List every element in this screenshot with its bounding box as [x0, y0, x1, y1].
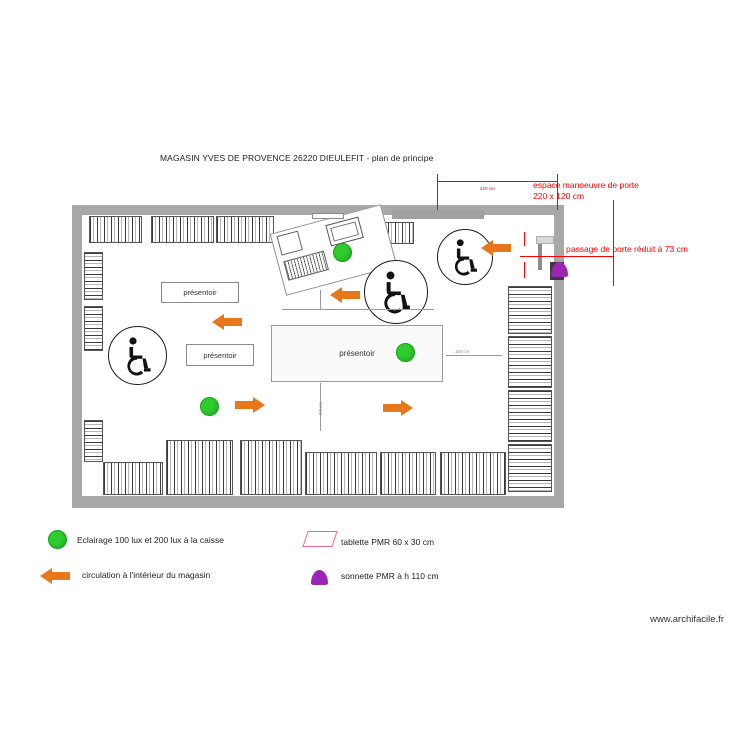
legend-pink-parallelogram-icon	[302, 531, 337, 547]
circulation-arrow-aisle-right	[383, 400, 413, 416]
presentoir-2	[186, 344, 254, 366]
wheelchair-icon	[118, 336, 158, 376]
arrow-bar	[223, 318, 242, 326]
wheelchair-turning-circle-center	[364, 260, 428, 324]
lighting-point-aisle	[200, 397, 219, 416]
shelf-bottom-6	[440, 452, 506, 495]
legend-label-lighting: Eclairage 100 lux et 200 lux à la caisse	[77, 535, 224, 545]
shelf-right-2	[508, 336, 552, 388]
arrow-bar	[383, 404, 402, 412]
page-title: MAGASIN YVES DE PROVENCE 26220 DIEULEFIT - plan de principe	[160, 153, 434, 163]
shelf-left-1	[84, 252, 103, 300]
dim-line-aisle-vertical	[320, 290, 321, 310]
shelf-bottom-3	[240, 440, 302, 495]
shelf-left-3	[84, 420, 103, 462]
presentoir-2-label: présentoir	[203, 350, 237, 360]
passage-leader-horizontal	[520, 256, 614, 257]
lighting-point-presentoir	[396, 343, 415, 362]
legend-label-tablette: tablette PMR 60 x 30 cm	[341, 537, 435, 547]
arrow-head	[401, 400, 413, 416]
dim-label-top: 220 cm	[480, 186, 495, 191]
arrow-bar	[341, 291, 360, 299]
door-maneuver-label-line1: espace manoeuvre de porte	[533, 180, 639, 190]
shelf-bottom-4	[305, 452, 377, 495]
lighting-point-counter	[333, 243, 352, 262]
dim-tick-left	[437, 174, 438, 210]
dim-line-aisle-horizontal	[282, 309, 434, 310]
legend-green-dot-icon	[48, 530, 67, 549]
shelf-right-3	[508, 390, 552, 442]
arrow-bar	[51, 572, 70, 580]
circulation-arrow-center	[330, 287, 360, 303]
shelf-bottom-1	[103, 462, 163, 495]
passage-tick-top	[524, 232, 525, 246]
arrow-head	[253, 397, 265, 413]
shelf-top-1	[89, 216, 142, 243]
circulation-arrow-aisle-left	[235, 397, 265, 413]
circulation-arrow-door	[481, 240, 511, 256]
presentoir-1	[161, 282, 239, 303]
reduced-passage-label: passage de porte réduit à 73 cm	[566, 244, 688, 254]
presentoir-3	[271, 325, 443, 382]
wheelchair-icon	[446, 238, 484, 276]
shelf-top-2	[151, 216, 214, 243]
door-frame-stub	[536, 236, 554, 244]
passage-tick-bottom	[524, 262, 525, 278]
entrance-wall-segment	[392, 210, 484, 219]
legend-label-circulation: circulation à l'intérieur du magasin	[82, 570, 211, 580]
door-maneuver-label-line2: 220 x 120 cm	[533, 191, 585, 201]
presentoir-1-label: présentoir	[183, 288, 217, 297]
dim-label-aisle: 150 cm	[455, 349, 470, 354]
shelf-right-4	[508, 444, 552, 492]
wheelchair-turning-circle-left	[108, 326, 167, 385]
shelf-bottom-5	[380, 452, 436, 495]
wheelchair-turning-circle-door	[437, 229, 493, 285]
arrow-bar	[235, 401, 254, 409]
site-credit: www.archifacile.fr	[650, 614, 724, 625]
shelf-right-1	[508, 286, 552, 334]
legend-purple-bell-icon	[311, 570, 328, 585]
dim-line-right-horizontal	[446, 355, 502, 356]
presentoir-3-label: présentoir	[339, 349, 375, 358]
wheelchair-icon	[374, 270, 418, 314]
shelf-bottom-2	[166, 440, 233, 495]
dim-label-vertical: 150 cm	[318, 401, 323, 416]
door-leaf	[538, 244, 542, 270]
circulation-arrow-left	[212, 314, 242, 330]
legend-orange-arrow-left-icon	[40, 568, 70, 584]
legend-label-sonnette: sonnette PMR à h 110 cm	[341, 571, 439, 581]
arrow-bar	[492, 244, 511, 252]
counter-edge-panel	[312, 213, 344, 219]
purple-bell-icon	[551, 262, 568, 277]
shelf-top-3	[216, 216, 274, 243]
passage-leader-vertical	[613, 200, 614, 286]
shelf-left-2	[84, 306, 103, 351]
